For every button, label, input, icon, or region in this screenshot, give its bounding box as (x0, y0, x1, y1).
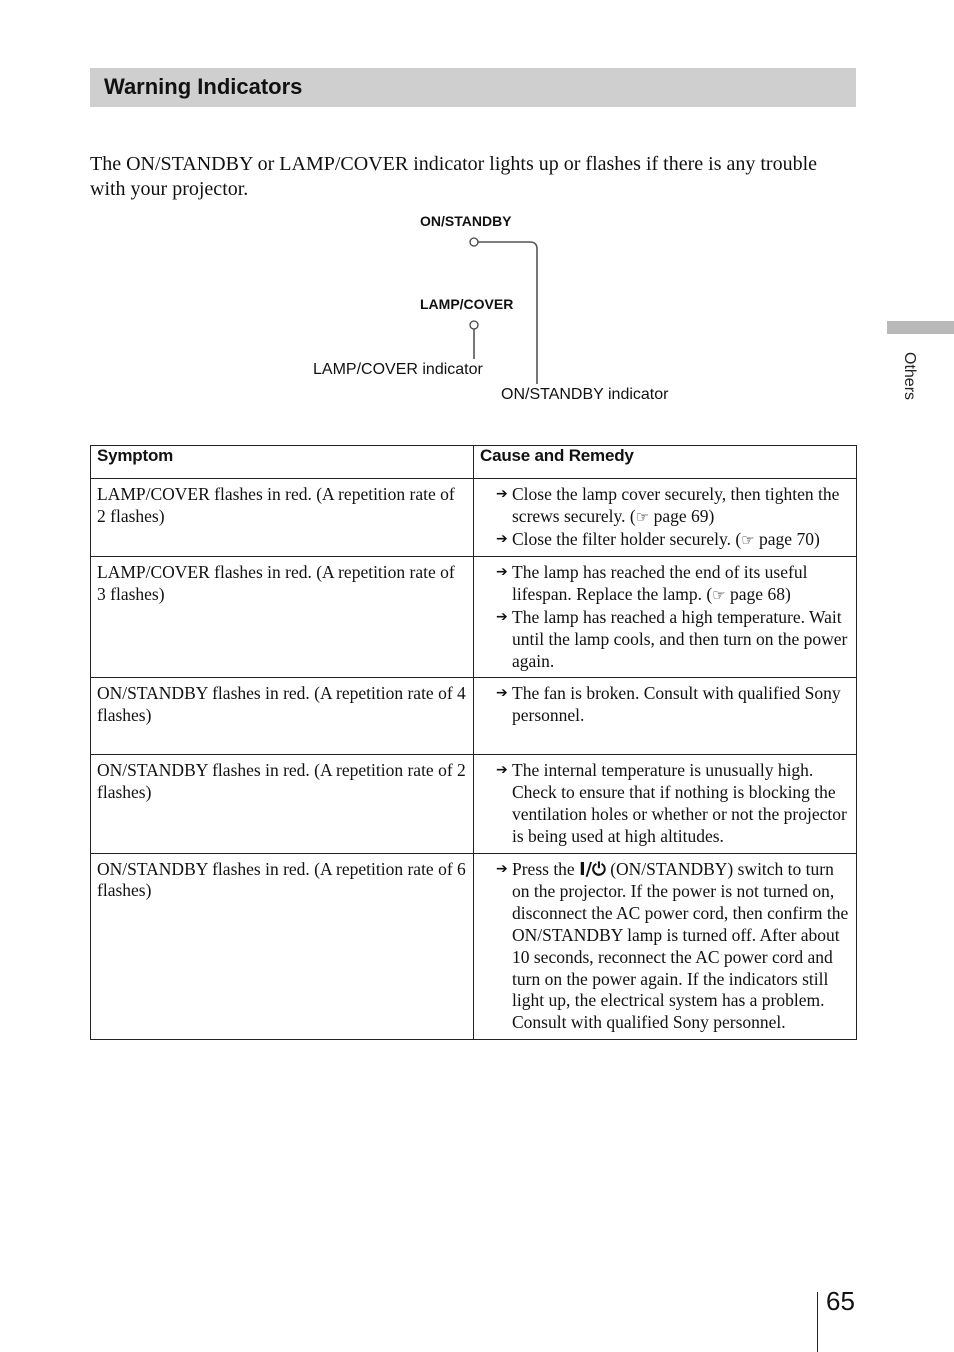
table-header-row (91, 446, 857, 479)
right-arrow-icon: ➔ (496, 564, 508, 581)
remedy-item: ➔ The lamp has reached a high temperature. Wait until the lamp cools, and then turn on the power again. (496, 606, 848, 671)
indicator-diagram (0, 0, 954, 420)
page-number-rule (817, 1292, 818, 1352)
right-arrow-icon: ➔ (496, 486, 508, 502)
on-standby-lamp-icon (470, 238, 478, 246)
symptom-cell: ON/STANDBY flashes in red. (A repetition rate of 6 flashes) (91, 853, 474, 1039)
remedy-cell (474, 557, 857, 678)
symptom-cell: ON/STANDBY flashes in red. (A repetition rate of 2 flashes) (91, 755, 474, 853)
remedy-cell (474, 678, 857, 755)
lamp-cover-label: LAMP/COVER (420, 296, 514, 312)
on-standby-leader-line (478, 242, 537, 384)
lamp-cover-lamp-icon (470, 321, 478, 329)
lamp-cover-callout: LAMP/COVER indicator (313, 361, 483, 378)
on-standby-callout: ON/STANDBY indicator (501, 386, 669, 403)
page-number: 65 (826, 1286, 855, 1316)
remedy-item: ➔ The fan is broken. Consult with qualified Sony personnel. (496, 683, 841, 726)
right-arrow-icon: ➔ (496, 762, 508, 779)
section-title: Warning Indicators (104, 74, 303, 99)
remedy-cell (474, 853, 857, 1039)
table-row (91, 479, 857, 557)
right-arrow-icon: ➔ (496, 685, 508, 702)
symptom-cell: LAMP/COVER flashes in red. (A repetition rate of 2 flashes) (91, 479, 474, 557)
remedy-item: ➔ Close the filter holder securely. (☞ page 70) (496, 528, 820, 549)
pointing-hand-icon: ☞ (635, 507, 650, 526)
pointing-hand-icon: ☞ (712, 586, 726, 605)
table-row (91, 755, 857, 853)
remedy-item: ➔ Press the I/⏻ (ON/STANDBY) switch to turn on the projector. If the power is not turned on, disconnect the AC power cord, then confirm the ON/STANDBY lamp is turned off. After about 10 seconds, reconnect the AC power cord and turn on the power again. If the indicators still light up, the electrical system has a problem. Consult with qualified Sony personnel. (496, 858, 849, 1033)
pointing-hand-icon: ☞ (741, 530, 755, 549)
table-row (91, 557, 857, 678)
remedy-header: Cause and Remedy (474, 446, 857, 479)
page-reference: page 70 (759, 528, 814, 549)
right-arrow-icon: ➔ (496, 530, 508, 547)
remedy-item: ➔ The lamp has reached the end of its useful lifespan. Replace the lamp. (☞ page 68) (496, 562, 808, 605)
on-standby-label: ON/STANDBY (420, 213, 512, 229)
remedy-item: ➔ Close the lamp cover securely, then tighten the screws securely. (☞ page 69) (496, 484, 840, 526)
remedy-item: ➔ The internal temperature is unusually high. Check to ensure that if nothing is blocking the ventilation holes or whether or not the projector is being used at high altitudes. (496, 760, 847, 846)
side-tab-label: Others (901, 352, 918, 401)
page-reference: page 68 (730, 584, 785, 605)
intro-paragraph: The ON/STANDBY or LAMP/COVER indicator lights up or flashes if there is any trouble with your projector. (90, 153, 818, 200)
right-arrow-icon: ➔ (496, 608, 508, 625)
power-icon: I/⏻ (579, 859, 606, 880)
right-arrow-icon: ➔ (496, 860, 508, 877)
symptom-header: Symptom (91, 446, 474, 479)
table-row (91, 853, 857, 1039)
page-reference: page 69 (653, 505, 709, 526)
side-tab-marker (887, 321, 954, 334)
warning-table (90, 445, 857, 1040)
symptom-cell: ON/STANDBY flashes in red. (A repetition rate of 4 flashes) (91, 678, 474, 755)
table-row (91, 678, 857, 755)
symptom-cell: LAMP/COVER flashes in red. (A repetition rate of 3 flashes) (91, 557, 474, 678)
remedy-cell (474, 755, 857, 853)
remedy-cell (474, 479, 857, 557)
